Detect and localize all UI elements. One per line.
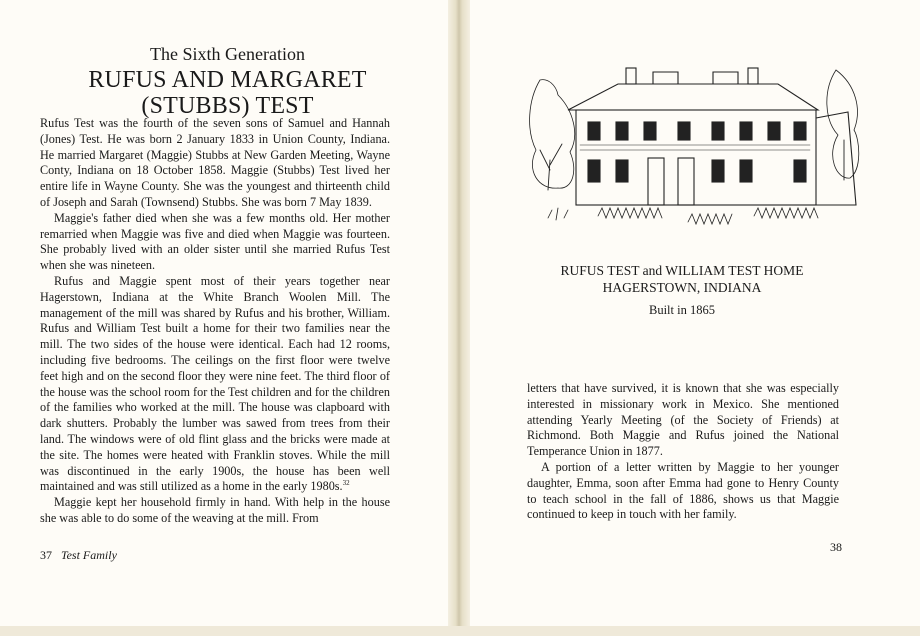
- page-number-left: 37: [40, 548, 52, 562]
- paragraph: [40, 274, 390, 495]
- title-line-1: RUFUS AND MARGARET: [88, 67, 367, 93]
- right-body-text: [527, 381, 839, 523]
- caption-line-1: RUFUS TEST and WILLIAM TEST HOME: [560, 263, 804, 278]
- book-gutter: [448, 0, 470, 636]
- paragraph: Rufus Test was the fourth of the seven sons of Samuel and Hannah (Jones) Test. He was born 2 January 1833 in Union County, Indiana. He married Margaret (Maggie) Stubbs at New Garden Meeting, Wayne Conty, Indiana on 18 October 1858. Maggie (Stubbs) Test lived her entire life in Wayne County. She was the youngest and thirteenth child of Joseph and Sarah (Townsend) Stubbs. She was born 7 May 1839.: [40, 116, 390, 209]
- page-number-right: 38: [830, 540, 842, 554]
- left-page: [0, 0, 455, 636]
- generation-heading: The Sixth Generation: [150, 44, 305, 64]
- page-bottom-edge: [0, 626, 920, 636]
- left-footer: [40, 548, 117, 563]
- footnote-marker: 32: [342, 479, 350, 488]
- house-sketch-illustration: [518, 40, 862, 250]
- left-body-text: [40, 116, 390, 527]
- paragraph: letters that have survived, it is known that she was especially interested in missionary work in Mexico. She mentioned attending Yearly Meeting (of the Society of Friends) at Richmond. Both Maggie and Rufus joined the National Temperance Union in 1877.: [527, 381, 839, 459]
- caption-line-2: HAGERSTOWN, INDIANA: [602, 280, 762, 295]
- paragraph: Maggie kept her household firmly in hand. With help in the house she was able to do some of the weaving at the mill. From: [40, 495, 390, 525]
- title-line-2: (STUBBS) TEST: [141, 93, 314, 119]
- paragraph: Maggie's father died when she was a few months old. Her mother remarried when Maggie was five and died when Maggie was fourteen. She probably lived with an older sister until she married Rufus Test when she was nineteen.: [40, 210, 390, 273]
- paragraph-text: Rufus and Maggie spent most of their years together near Hagerstown, Indiana at the White Branch Woolen Mill. The management of the mill was shared by Rufus and his brother, William. Rufus and William Test built a home for their two families near the mill. The two sides of the house were identical. Each had 12 rooms, including five bedrooms. The ceilings on the first floor were twelve feet high and on the second floor they were nine feet. The third floor of the house was the school room for the Test children and for the children of the families who worked at the mill. The house was clapboard with dark shutters. Probably the lumber was sawed from trees from their land. The windows were of old flint glass and the bricks were made at the site. The homes were heated with Franklin stoves. While the mill was discontinued in the early 1900s, the house has been well maintained and was still utilized as a home in the early 1980s.: [40, 273, 390, 494]
- running-title: Test Family: [61, 548, 117, 562]
- illustration-caption: [492, 262, 872, 296]
- paragraph: A portion of a letter written by Maggie to her younger daughter, Emma, soon after Emma had gone to Henry County to teach school in the fall of 1886, shows us that Maggie continued to keep in touch with her family.: [527, 459, 839, 522]
- caption-built-date: Built in 1865: [649, 303, 715, 317]
- chapter-title: [0, 67, 455, 119]
